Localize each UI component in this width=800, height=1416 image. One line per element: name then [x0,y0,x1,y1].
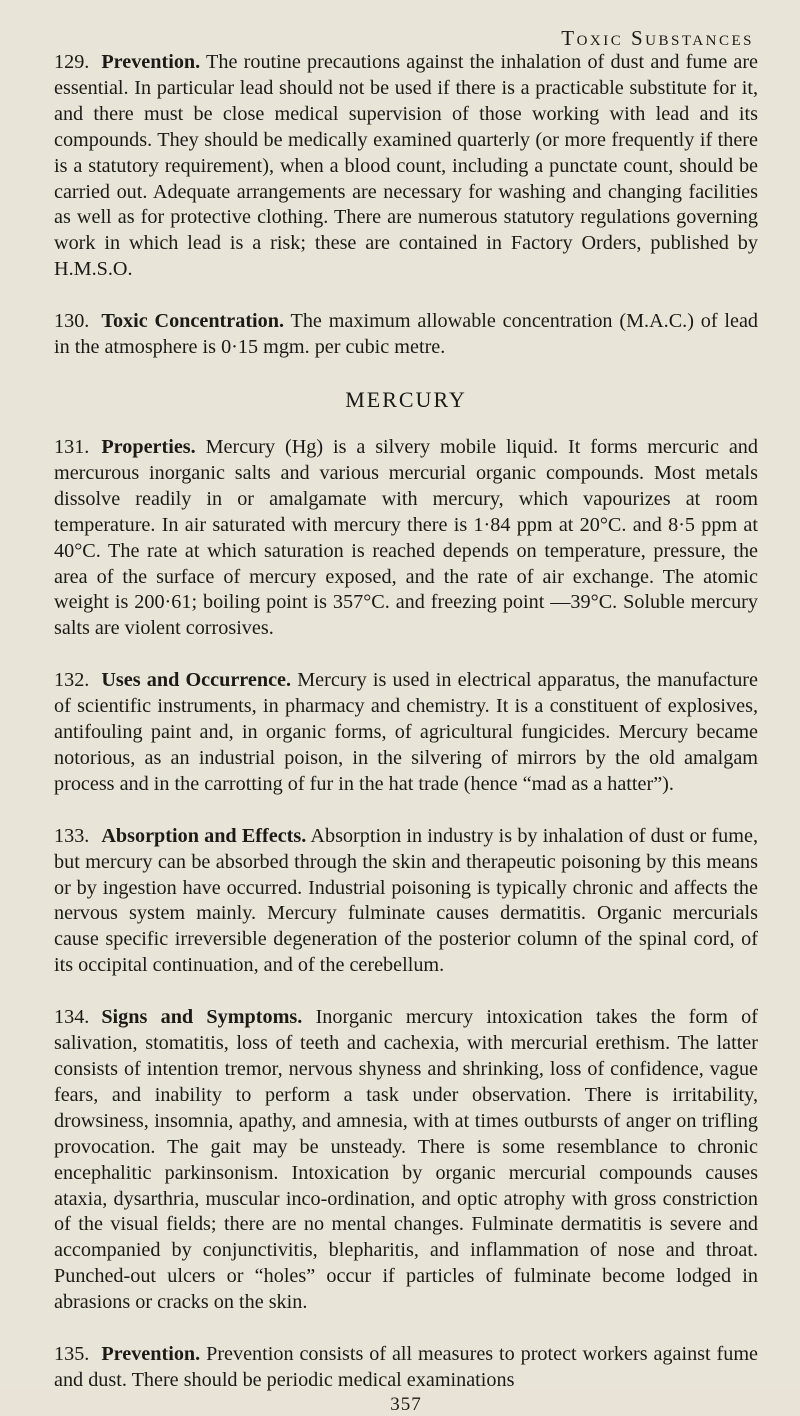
paragraph-heading: Uses and Occurrence. [101,669,292,692]
paragraph-text: Absorption in industry is by inhalation of dust or fume, but mercury can be absorbed through the skin and therapeutic poisoning by this means or by ingestion have occurred. Industrial poisoning is typically chronic and affects the nervous system mainly. Mercury fulminate causes dermatitis. Organic mercurials cause specific irreversible degeneration of the posterior column of the spinal cord, of its occipital continuation, and of the cerebellum. [54,824,758,977]
paragraph-number: 134. [54,1006,90,1029]
paragraph-heading: Signs and Symptoms. [101,1006,303,1029]
paragraph-heading: Prevention. [101,51,201,73]
paragraph-text: Mercury (Hg) is a silvery mobile liquid. It forms mercuric and mercurous inorganic salts and various mercurial organic compounds. Most metals dissolve readily in or amalgamate with mercury, which vapourizes at room temperature. In air saturated with mercury there is 1·84 ppm at 20°C. and 8·5 ppm at 40°C. The rate at which saturation is reached depends on temperature, pressure, the area of the surface of mercury exposed, and the rate of air exchange. The atomic weight is 200·61; boiling point is 357°C. and freezing point —39°C. Soluble mercury salts are violent corrosives. [54,435,758,640]
paragraph-text: The maximum allowable concentration (M.A.C.) of lead in the atmosphere is 0·15 mgm. per cubic metre. [54,310,758,359]
section-title: MERCURY [345,386,467,412]
paragraph-number: 132. [54,669,90,692]
paragraph-number: 135. [54,1343,90,1366]
running-head: Toxic Substances [561,26,754,50]
paragraph-number: 130. [54,310,90,333]
paragraph-132 [54,668,758,798]
paragraph-text: Prevention consists of all measures to protect workers against fume and dust. There should be periodic medical examinations [54,1343,758,1391]
paragraph-heading: Properties. [101,435,196,458]
paragraph-130 [54,309,758,361]
paragraph-131 [54,435,758,642]
paragraph-number: 133. [54,824,90,847]
paragraph-129 [54,50,758,283]
paragraph-number: 131. [54,435,90,458]
paragraph-text: The routine precautions against the inhalation of dust and fume are essential. In particular lead should not be used if there is a practicable substitute for it, and there must be close medical supervision of those working with lead and its compounds. They should be medically examined quarterly (or more frequently if there is a statutory requirement), when a blood count, including a punctate count, should be carried out. Adequate arrangements are necessary for washing and changing facilities as well as for protective clothing. There are numerous statutory regulations governing work in which lead is a risk; these are contained in Factory Orders, published by H.M.S.O. [54,51,758,281]
paragraph-number: 129. [54,51,90,73]
paragraph-text: Mercury is used in electrical apparatus, the manufacture of scientific instruments, in pharmacy and chemistry. It is a constituent of explosives, antifouling paint and, in organic forms, of agricultural fungicides. Mercury became notorious, as an industrial poison, in the silvering of mirrors by the old amalgam process and in the carrotting of fur in the hat trade (hence “mad as a hatter”). [54,669,758,795]
body-text [54,50,758,1416]
paragraph-135 [54,1342,758,1394]
page-number: 357 [390,1393,422,1415]
paragraph-heading: Toxic Concentration. [101,310,285,333]
paragraph-heading: Absorption and Effects. [101,824,307,847]
paragraph-text: Inorganic mercury intoxication takes the form of salivation, stomatitis, loss of teeth and cachexia, with mercurial erethism. The latter consists of intention tremor, nervous shyness and shrinking, loss of confidence, vague fears, and inability to perform a task under observation. There is irritability, drowsiness, insomnia, apathy, and amnesia, with at times outbursts of anger on trifling provocation. The gait may be unsteady. There is some resemblance to chronic encephalitic parkinsonism. Intoxication by organic mercurial compounds causes ataxia, dysarthria, muscular inco-ordination, and optic atrophy with gross constriction of the visual fields; there are no mental changes. Fulminate dermatitis is severe and accompanied by conjunctivitis, blepharitis, and inflammation of nose and throat. Punched-out ulcers or “holes” occur if particles of fulminate become lodged in abrasions or cracks on the skin. [54,1006,759,1314]
paragraph-133 [54,824,758,979]
paragraph-134 [54,1005,758,1316]
paragraph-heading: Prevention. [101,1343,201,1366]
